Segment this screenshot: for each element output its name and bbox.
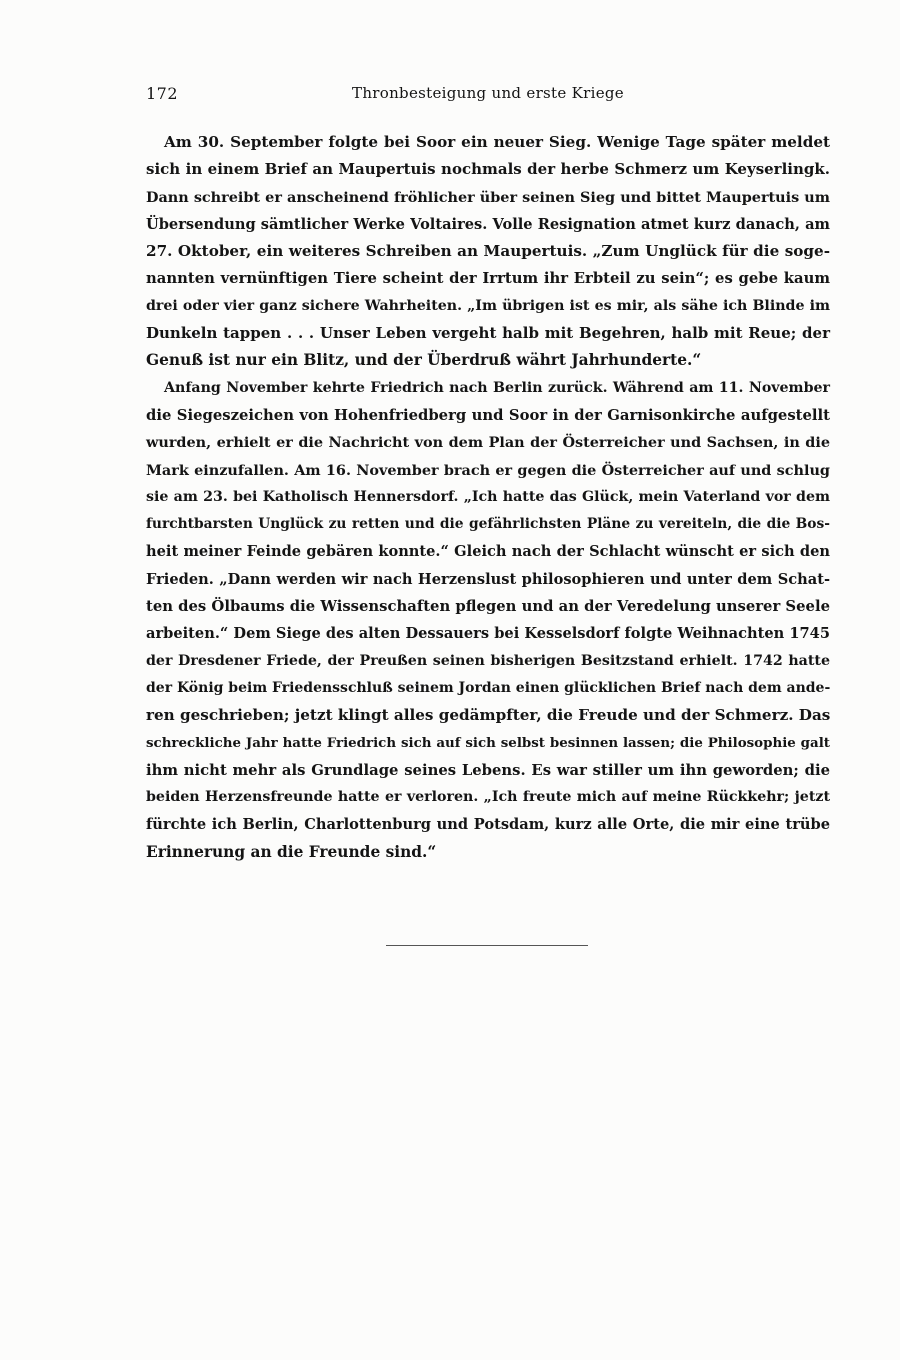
page-number: 172 — [146, 84, 179, 103]
text-line: sich in einem Brief an Maupertuis nochmals der herbe Schmerz um Keyserlingk. — [146, 160, 830, 179]
text-line: 27. Oktober, ein weiteres Schreiben an Maupertuis. „Zum Unglück für die soge- — [146, 242, 830, 261]
text-line: furchtbarsten Unglück zu retten und die gefährlichsten Pläne zu vereiteln, die die Bos- — [146, 516, 830, 533]
body-text — [146, 129, 830, 866]
text-line: der König beim Friedensschluß seinem Jordan einen glücklichen Brief nach dem ande- — [146, 679, 831, 696]
text-line: arbeiten.“ Dem Siege des alten Dessauers bei Kesselsdorf folgte Weihnachten 1745 — [146, 625, 830, 643]
text-line: Am 30. September folgte bei Soor ein neuer Sieg. Wenige Tage später meldet — [164, 133, 830, 151]
text-line: ren geschrieben; jetzt klingt alles gedämpfter, die Freude und der Schmerz. Das — [146, 706, 831, 725]
text-line: die Siegeszeichen von Hohenfriedberg und Soor in der Garnisonkirche aufgestellt — [146, 406, 830, 424]
text-line: Anfang November kehrte Friedrich nach Berlin zurück. Während am 11. November — [164, 379, 830, 396]
text-line: beiden Herzensfreunde hatte er verloren. „Ich freute mich auf meine Rückkehr; jetzt — [146, 789, 830, 806]
text-line: ten des Ölbaums die Wissenschaften pflegen und an der Veredelung unserer Seele — [146, 598, 830, 616]
text-line: der Dresdener Friede, der Preußen seinen bisherigen Besitzstand erhielt. 1742 hatte — [146, 652, 830, 669]
text-line: Frieden. „Dann werden wir nach Herzenslust philosophieren und unter dem Schat- — [146, 570, 830, 588]
text-line: Mark einzufallen. Am 16. November brach er gegen die Österreicher auf und schlug — [146, 461, 830, 479]
page-header — [146, 84, 830, 110]
text-line: nannten vernünftigen Tiere scheint der Irrtum ihr Erbteil zu sein“; es gebe kaum — [146, 270, 830, 288]
running-head: Thronbesteigung und erste Kriege — [352, 84, 624, 102]
text-line: wurden, erhielt er die Nachricht von dem Plan der Österreicher und Sachsen, in die — [146, 434, 830, 452]
text-line: Übersendung sämtlicher Werke Voltaires. Volle Resignation atmet kurz danach, am — [146, 215, 830, 233]
text-line: Genuß ist nur ein Blitz, und der Überdruß währt Jahrhunderte.“ — [146, 351, 702, 370]
text-line: ihm nicht mehr als Grundlage seines Lebens. Es war stiller um ihn geworden; die — [146, 761, 830, 779]
section-end-rule — [386, 945, 588, 946]
text-line: drei oder vier ganz sichere Wahrheiten. „Im übrigen ist es mir, als sähe ich Blinde im — [146, 297, 830, 314]
text-line: schreckliche Jahr hatte Friedrich sich auf sich selbst besinnen lassen; die Philosophie galt — [146, 734, 830, 751]
text-line: heit meiner Feinde gebären konnte.“ Gleich nach der Schlacht wünscht er sich den — [146, 543, 830, 561]
text-line: Dann schreibt er anscheinend fröhlicher über seinen Sieg und bittet Maupertuis um — [146, 188, 830, 206]
text-line: sie am 23. bei Katholisch Hennersdorf. „Ich hatte das Glück, mein Vaterland vor dem — [146, 488, 830, 505]
text-line: Erinnerung an die Freunde sind.“ — [146, 842, 437, 861]
text-line: Dunkeln tappen . . . Unser Leben vergeht halb mit Begehren, halb mit Reue; der — [146, 324, 830, 343]
text-line: fürchte ich Berlin, Charlottenburg und Potsdam, kurz alle Orte, die mir eine trübe — [146, 816, 830, 834]
